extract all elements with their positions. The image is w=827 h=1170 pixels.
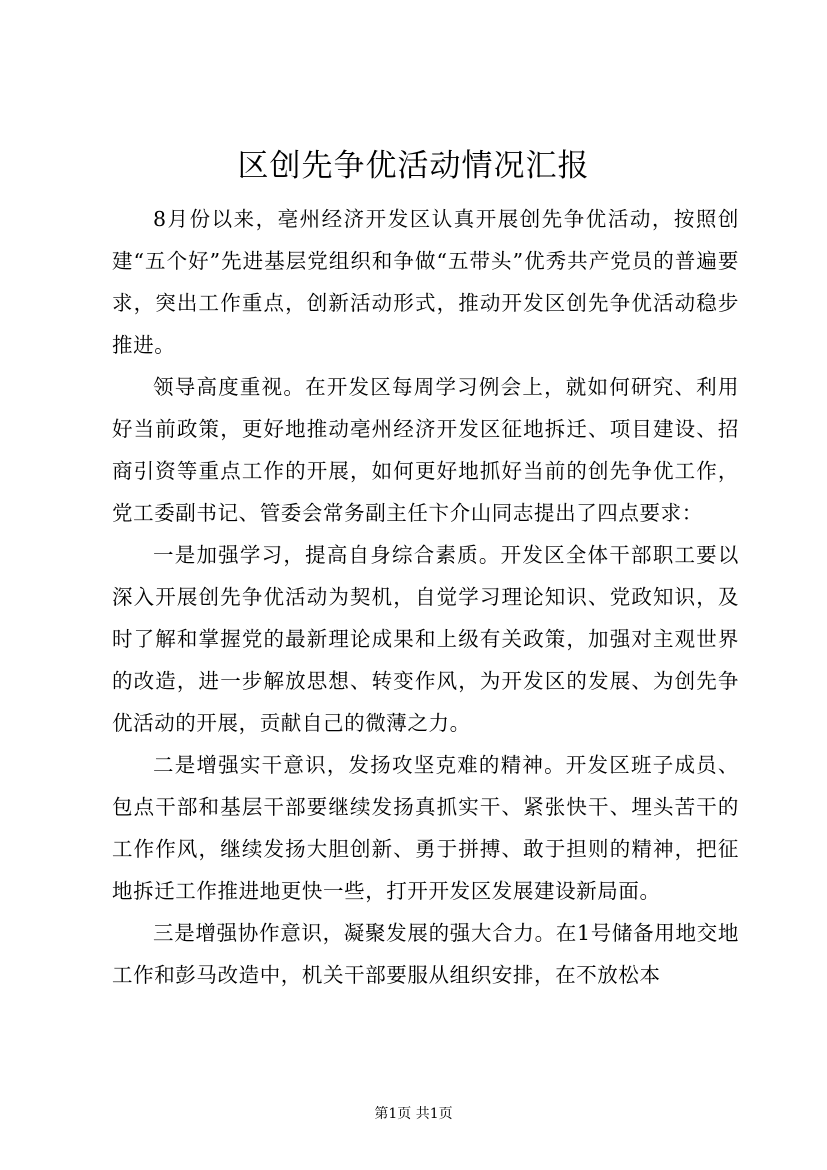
paragraph-leadership: 领导高度重视。在开发区每周学习例会上，就如何研究、利用好当前政策，更好地推动亳州经济开发区征地拆迁、项目建设、招商引资等重点工作的开展，如何更好地抓好当前的创先争优工作，党工委副书记、管委会常务副主任卞介山同志提出了四点要求： [112,375,739,525]
page-footer: 第1页 共1页 [374,1106,453,1122]
paragraph-point-one: 一是加强学习，提高自身综合素质。开发区全体干部职工要以深入开展创先争优活动为契机，自觉学习理论知识、党政知识，及时了解和掌握党的最新理论成果和上级有关政策，加强对主观世界的改造，进一步解放思想、转变作风，为开发区的发展、为创先争优活动的开展，贡献自己的微薄之力。 [112,543,739,735]
paragraph-intro: 8月份以来，亳州经济开发区认真开展创先争优活动，按照创建“五个好”先进基层党组织和争做“五带头”优秀共产党员的普遍要求，突出工作重点，创新活动形式，推动开发区创先争优活动稳步推进。 [112,207,739,357]
paragraph-point-three: 三是增强协作意识，凝聚发展的强大合力。在1号储备用地交地工作和彭马改造中，机关干部要服从组织安排，在不放松本 [112,921,739,987]
document-body [112,198,739,996]
paragraph-point-two: 二是增强实干意识，发扬攻坚克难的精神。开发区班子成员、包点干部和基层干部要继续发扬真抓实干、紧张快干、埋头苦干的工作作风，继续发扬大胆创新、勇于拼搏、敢于担则的精神，把征地拆迁工作推进地更快一些，打开开发区发展建设新局面。 [112,753,739,903]
document-title: 区创先争优活动情况汇报 [237,148,590,184]
